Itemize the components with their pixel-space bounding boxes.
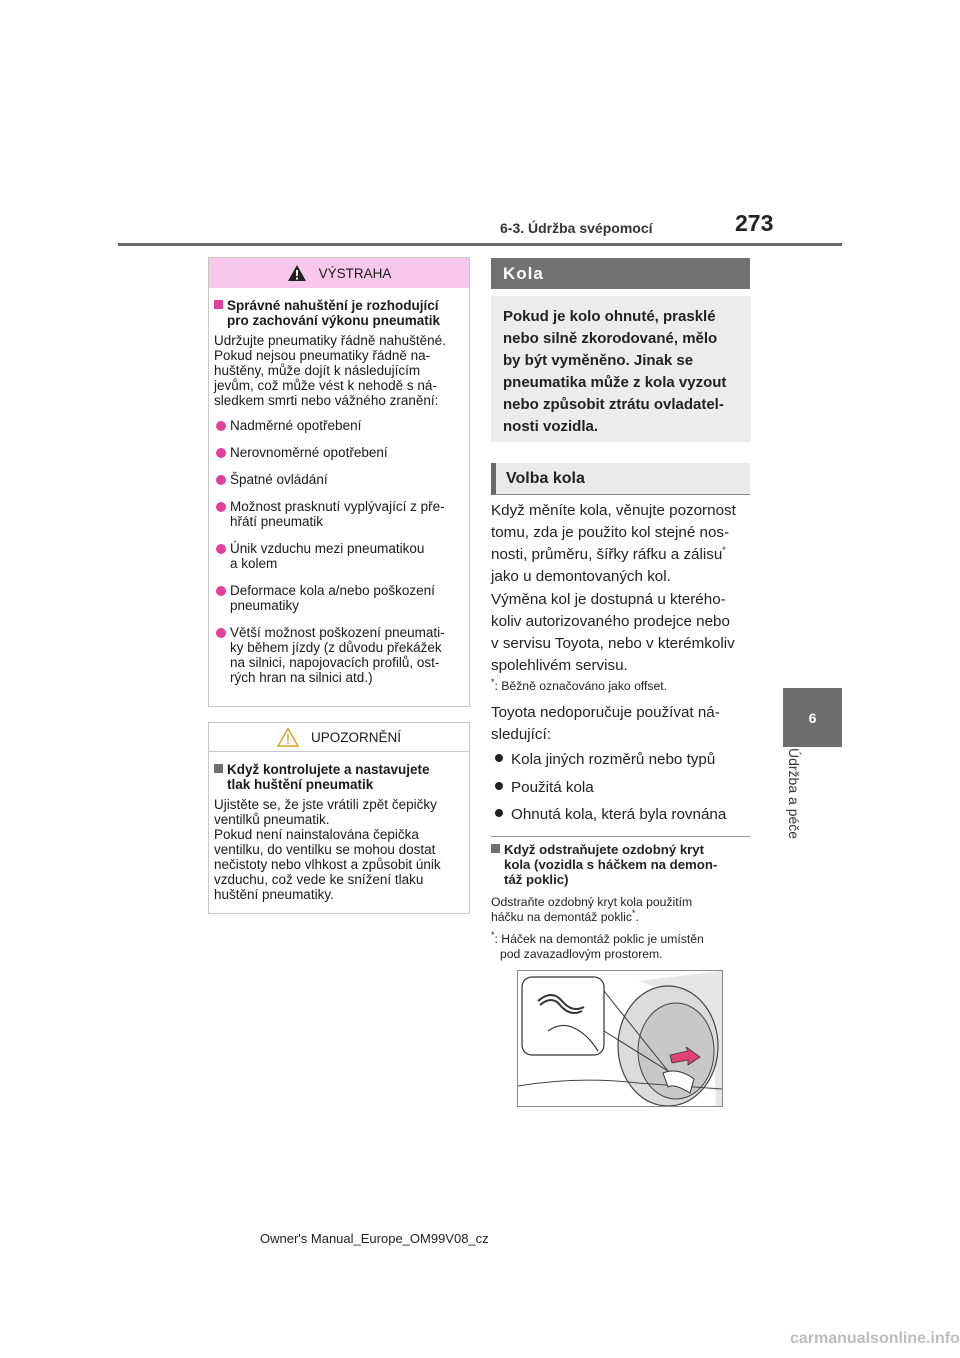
section-header-kola: Kola xyxy=(491,258,750,289)
bullet-dot-icon xyxy=(216,448,226,458)
caution-title-bar xyxy=(209,723,469,752)
bullet-dot-icon xyxy=(216,628,226,638)
footer-text: Owner's Manual_Europe_OM99V08_cz xyxy=(260,1231,489,1246)
bullet-dot-icon xyxy=(495,754,503,762)
volba-paragraph-3: Toyota nedoporučuje používat ná- sledující: xyxy=(491,704,720,743)
bullet-dot-icon xyxy=(216,502,226,512)
warning-heading: Správné nahuštění je rozhodující pro zachování výkonu pneumatik xyxy=(214,298,464,328)
warning-title: VÝSTRAHA xyxy=(318,265,392,281)
header-rule xyxy=(118,243,842,246)
list-item: Nerovnoměrné opotřebení xyxy=(214,445,464,460)
square-bullet-icon xyxy=(214,300,223,309)
warning-box xyxy=(208,257,470,707)
bullet-dot-icon xyxy=(495,809,503,817)
warning-intro: Udržujte pneumatiky řádně nahuštěné. Pokud nejsou pneumatiky řádně na- huštěny, může dojít k následujícím jevům, což může vést k nehodě s ná- sledkem smrti nebo vážného zranění: xyxy=(214,333,446,408)
hubcap-footnote: *: Háček na demontáž poklic je umístěn pod zavazadlovým prostorem. xyxy=(491,929,704,961)
square-bullet-icon xyxy=(491,844,500,853)
kola-notice: Pokud je kolo ohnuté, prasklé nebo silně zkorodované, mělo by být vyměněno. Jinak se pneumatika může z kola vyzout nebo způsobit ztrátu ovladatel- nosti vozidla. xyxy=(491,296,751,442)
list-item: Možnost prasknutí vyplývající z pře- hřátí pneumatik xyxy=(214,499,464,529)
bullet-dot-icon xyxy=(216,544,226,554)
list-item: Únik vzduchu mezi pneumatikou a kolem xyxy=(214,541,464,571)
caution-title: UPOZORNĚNÍ xyxy=(310,729,401,745)
section-header-volba: Volba kola xyxy=(491,463,750,495)
watermark: carmanualsonline.info xyxy=(790,1330,960,1347)
hubcap-heading: Když odstraňujete ozdobný kryt kola (vozidla s háčkem na demon- táž poklic) xyxy=(491,842,753,887)
list-item: Větší možnost poškození pneumati- ky během jízdy (z důvodu překážek na silnici, napojovacích profilů, ost- rých hran na silnici atd.) xyxy=(214,625,464,685)
warning-triangle-icon xyxy=(287,264,307,282)
page-number: 273 xyxy=(735,210,774,236)
volba-paragraph-2: Výměna kol je dostupná u kterého- koliv autorizovaného prodejce nebo v servisu Toyota, nebo v kterémkoliv spolehlivém servisu. xyxy=(491,591,735,674)
volba-paragraph-1: Když měníte kola, věnujte pozornost tomu, zda je použito kol stejné nos- nosti, průměru, šířky ráfku a zálisu* jako u demontovaných kol. xyxy=(491,502,736,585)
list-item: Špatné ovládání xyxy=(214,472,464,487)
list-item: Ohnutá kola, která byla rovnána xyxy=(491,806,726,823)
caution-heading: Když kontrolujete a nastavujete tlak huštění pneumatik xyxy=(214,762,464,792)
list-item: Deformace kola a/nebo poškození pneumatiky xyxy=(214,583,464,613)
list-item: Použitá kola xyxy=(491,779,594,796)
warning-title-bar xyxy=(209,258,469,288)
footnote-offset: *: Běžně označováno jako offset. xyxy=(491,676,668,693)
section-title: 6-3. Údržba svépomocí xyxy=(500,220,653,236)
chapter-tab[interactable]: 6 xyxy=(783,688,842,747)
chapter-label: Údržba a péče xyxy=(786,748,802,840)
caution-triangle-icon xyxy=(277,727,299,747)
caution-box xyxy=(208,722,470,914)
square-bullet-icon xyxy=(214,764,223,773)
caution-text: Ujistěte se, že jste vrátili zpět čepičky ventilků pneumatik. Pokud není nainstalována čepička ventilku, do ventilku se mohou dostat nečistoty nebo vlhkost a způsobit únik vzduchu, což vede ke snížení tlaku huštění pneumatiky. xyxy=(214,797,441,902)
wheel-hook-drawing xyxy=(518,971,722,1106)
hubcap-removal-illustration xyxy=(517,970,723,1107)
list-item: Nadměrné opotřebení xyxy=(214,418,464,433)
bullet-dot-icon xyxy=(216,586,226,596)
divider xyxy=(491,836,750,837)
hubcap-text: Odstraňte ozdobný kryt kola použitím háčku na demontáž poklic*. xyxy=(491,895,693,924)
bullet-dot-icon xyxy=(216,475,226,485)
bullet-dot-icon xyxy=(495,782,503,790)
bullet-dot-icon xyxy=(216,421,226,431)
list-item: Kola jiných rozměrů nebo typů xyxy=(491,751,715,768)
